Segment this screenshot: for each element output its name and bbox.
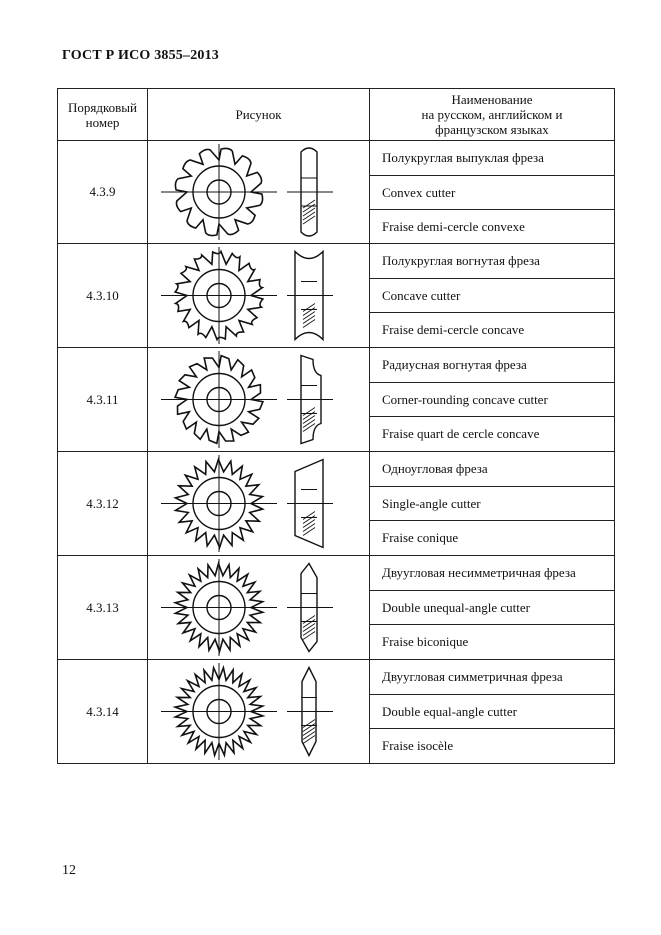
single-angle-cutter-drawing <box>159 455 359 552</box>
double-unequal-angle-cutter-drawing <box>159 559 359 656</box>
table-row <box>58 244 615 279</box>
row-figure <box>148 141 370 244</box>
row-number: 4.3.10 <box>58 244 148 348</box>
row-figure <box>148 244 370 348</box>
row-figure <box>148 660 370 764</box>
term-ru: Полукруглая вогнутая фреза <box>370 244 615 279</box>
corner-rounding-cutter-drawing <box>159 351 359 448</box>
row-figure <box>148 452 370 556</box>
row-number: 4.3.9 <box>58 141 148 244</box>
header-figure: Рисунок <box>148 89 370 141</box>
row-number: 4.3.14 <box>58 660 148 764</box>
term-ru: Двуугловая симметричная фреза <box>370 660 615 695</box>
row-figure <box>148 348 370 452</box>
row-number: 4.3.12 <box>58 452 148 556</box>
term-fr: Fraise demi-cercle concave <box>370 313 615 348</box>
row-number: 4.3.13 <box>58 556 148 660</box>
term-en: Convex cutter <box>370 176 615 210</box>
term-ru: Одноугловая фреза <box>370 452 615 487</box>
convex-cutter-drawing <box>159 144 359 240</box>
term-fr: Fraise demi-cercle convexe <box>370 210 615 244</box>
row-number: 4.3.11 <box>58 348 148 452</box>
table-row <box>58 452 615 487</box>
terms-table <box>57 88 615 764</box>
term-fr: Fraise isocèle <box>370 729 615 764</box>
document-header: ГОСТ Р ИСО 3855–2013 <box>62 48 220 63</box>
term-fr: Fraise biconique <box>370 625 615 660</box>
header-number: Порядковый номер <box>58 89 148 141</box>
term-en: Double unequal-angle cutter <box>370 591 615 625</box>
table-row <box>58 660 615 695</box>
concave-cutter-drawing <box>159 247 359 344</box>
header-name: Наименование на русском, английском и французском языках <box>370 89 615 141</box>
term-ru: Полукруглая выпуклая фреза <box>370 141 615 176</box>
page-number: 12 <box>62 863 76 878</box>
term-en: Single-angle cutter <box>370 487 615 521</box>
table-row <box>58 348 615 383</box>
term-ru: Радиусная вогнутая фреза <box>370 348 615 383</box>
term-en: Corner-rounding concave cutter <box>370 383 615 417</box>
table-row <box>58 556 615 591</box>
double-equal-angle-cutter-drawing <box>159 663 359 760</box>
term-en: Double equal-angle cutter <box>370 695 615 729</box>
term-fr: Fraise quart de cercle concave <box>370 417 615 452</box>
term-en: Concave cutter <box>370 279 615 313</box>
term-ru: Двуугловая несимметричная фреза <box>370 556 615 591</box>
row-figure <box>148 556 370 660</box>
table-header-row <box>58 89 615 141</box>
term-fr: Fraise conique <box>370 521 615 556</box>
table-row <box>58 141 615 176</box>
